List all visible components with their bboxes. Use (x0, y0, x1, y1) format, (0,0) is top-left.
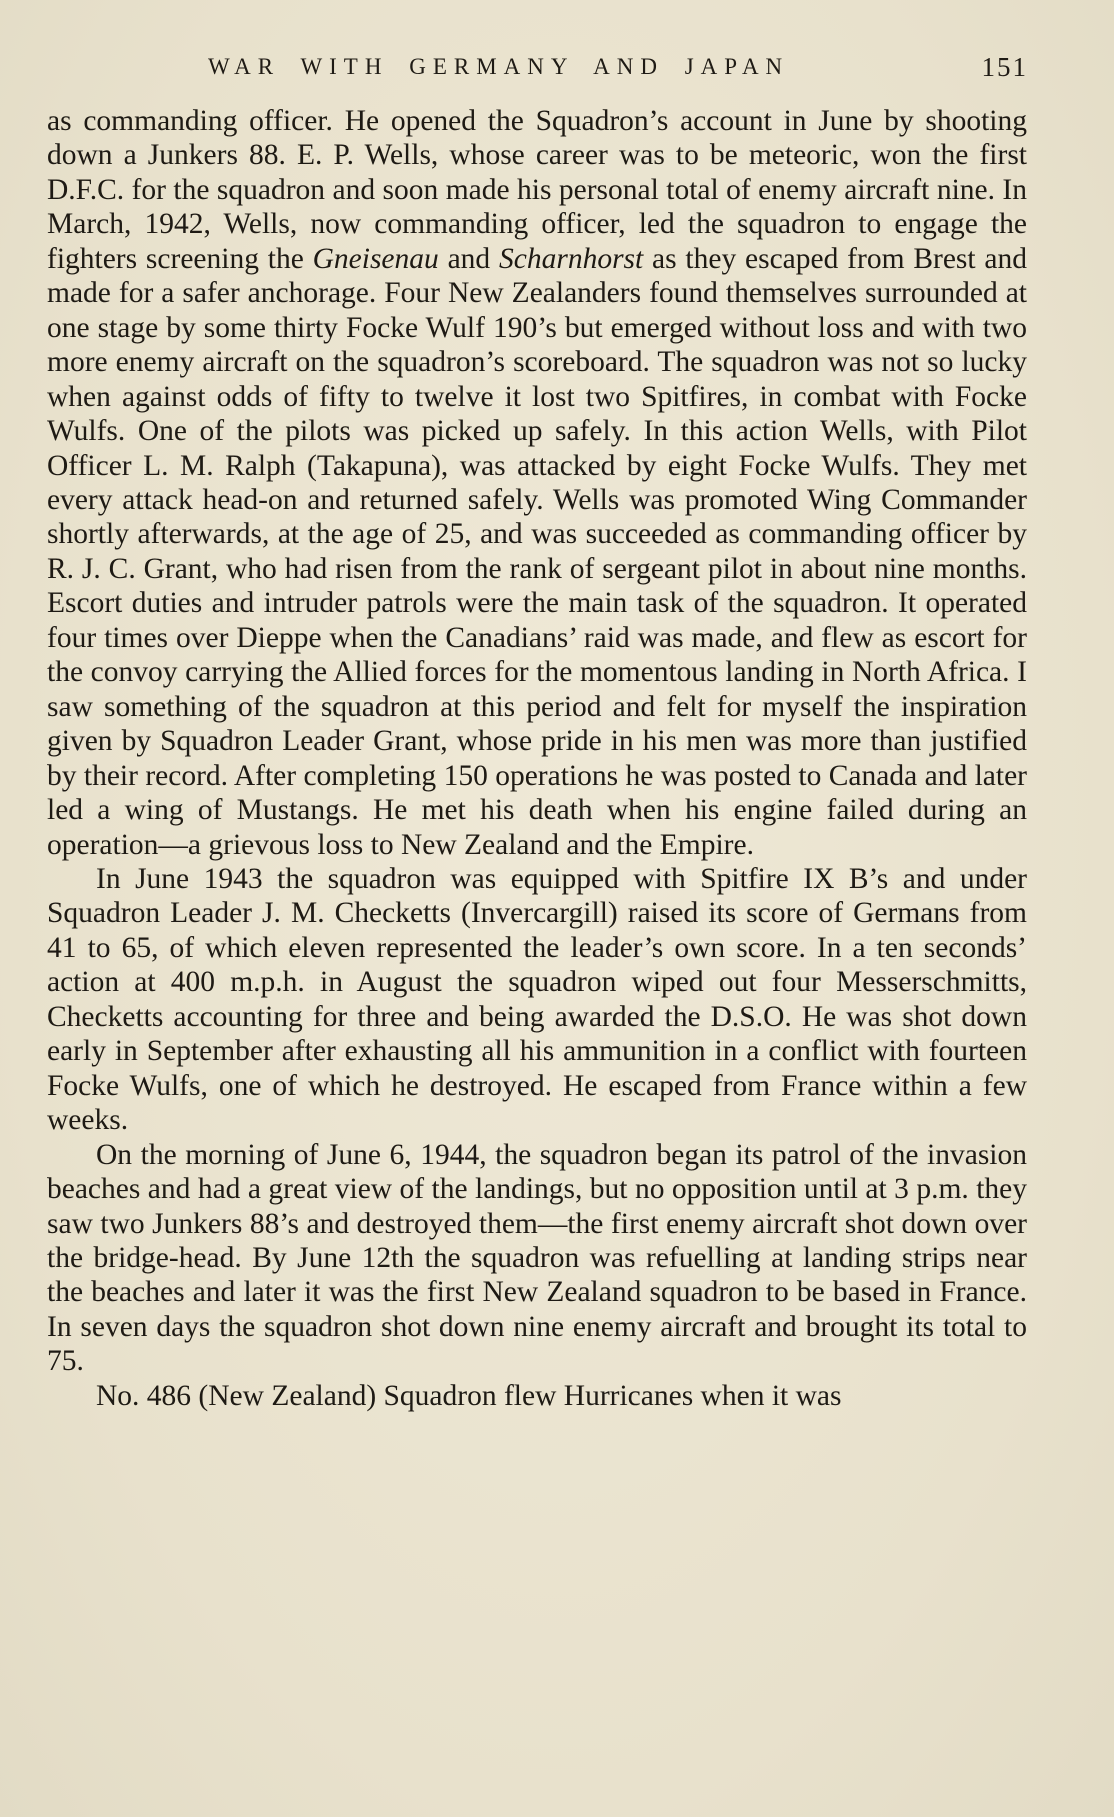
paragraph-1 (47, 104, 1027, 862)
running-head (48, 54, 1028, 88)
body-text (47, 104, 1027, 1413)
paragraph-1-part-2: as they escaped from Brest and made for a safer anchorage. Four New Zealanders found themselves surrounded at one stage by some thirty Focke Wulf 190’s but emerged without loss and with two more enemy aircraft on the squadron’s scoreboard. The squadron was not so lucky when against odds of fifty to twelve it lost two Spitfires, in combat with Focke Wulfs. One of the pilots was picked up safely. In this action Wells, with Pilot Officer L. M. Ralph (Takapuna), was attacked by eight Focke Wulfs. They met every attack head-on and returned safely. Wells was promoted Wing Commander shortly afterwards, at the age of 25, and was succeeded as commanding officer by R. J. C. Grant, who had risen from the rank of sergeant pilot in about nine months. Escort duties and intruder patrols were the main task of the squadron. It operated four times over Dieppe when the Canadians’ raid was made, and flew as escort for the convoy carrying the Allied forces for the momentous landing in North Africa. I saw something of the squadron at this period and felt for myself the inspiration given by Squadron Leader Grant, whose pride in his men was more than justified by their record. After completing 150 operations he was posted to Canada and later led a wing of Mustangs. He met his death when his engine failed during an operation—a grievous loss to New Zealand and the Empire. (47, 242, 1027, 861)
ship-name-scharnhorst: Scharnhorst (499, 242, 644, 275)
paragraph-3: On the morning of June 6, 1944, the squadron began its patrol of the invasion beaches and had a great view of the landings, but no opposition until at 3 p.m. they saw two Junkers 88’s and destroyed them—the first enemy aircraft shot down over the bridge-head. By June 12th the squadron was refuelling at landing strips near the beaches and later it was the first New Zealand squadron to be based in France. In seven days the squadron shot down nine enemy aircraft and brought its total to 75. (47, 1138, 1027, 1378)
page-number: 151 (981, 52, 1028, 82)
paragraph-2: In June 1943 the squadron was equipped with Spitfire IX B’s and under Squadron Leader J. M. Checketts (Invercargill) raised its score of Germans from 41 to 65, of which eleven represented the leader’s own score. In a ten seconds’ action at 400 m.p.h. in August the squadron wiped out four Messerschmitts, Checketts accounting for three and being awarded the D.S.O. He was shot down early in September after exhausting all his ammunition in a conflict with fourteen Focke Wulfs, one of which he destroyed. He escaped from France within a few weeks. (47, 862, 1027, 1137)
ship-name-gneisenau: Gneisenau (312, 242, 439, 275)
paragraph-4: No. 486 (New Zealand) Squadron flew Hurricanes when it was (96, 1379, 842, 1412)
paragraph-1-conjunction: and (438, 242, 499, 275)
running-title: WAR WITH GERMANY AND JAPAN (208, 54, 790, 79)
paragraph-1-part-1: as commanding officer. He opened the Squadron’s account in June by shooting down a Junkers 88. E. P. Wells, whose career was to be meteoric, won the first D.F.C. for the squadron and soon made his personal total of enemy aircraft nine. In March, 1942, Wells, now commanding officer, led the squadron to engage the fighters screening the (47, 105, 1027, 275)
